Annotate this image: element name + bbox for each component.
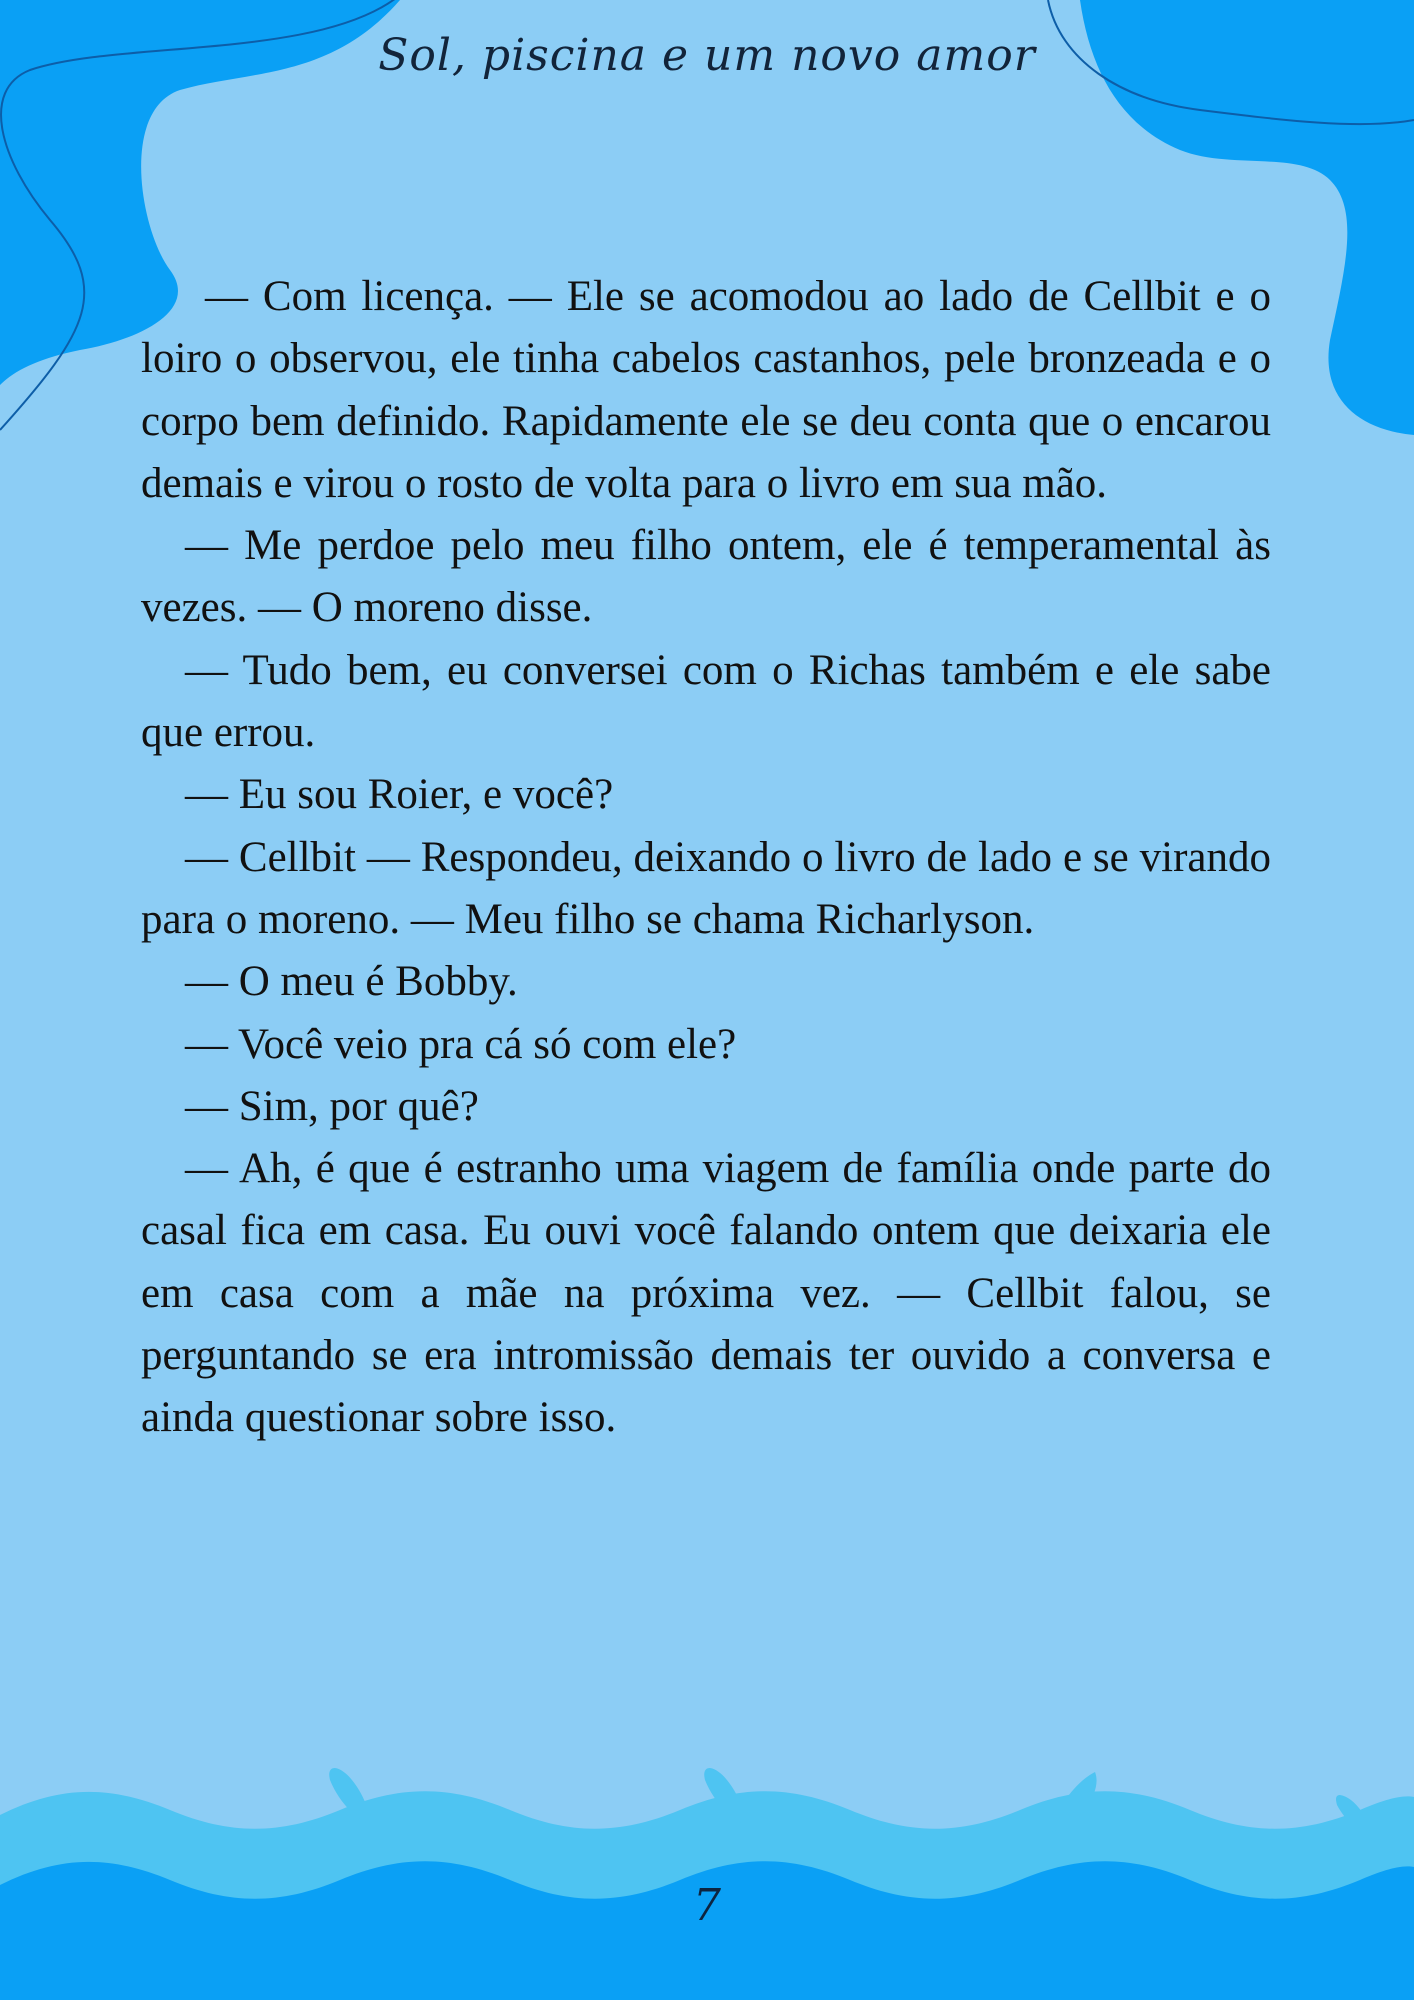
paragraph: — Você veio pra cá só com ele? (185, 1020, 737, 1068)
story-text (141, 266, 1271, 1450)
paragraph: — Com licença. — Ele se acomodou ao lado de Cellbit e o loiro o observou, ele tinha cabelos castanhos, pele bronzeada e o corpo bem definido. Rapidamente ele se deu conta que o encarou demais e virou o rosto de volta para o livro em sua mão. (141, 273, 1271, 507)
paragraph: — Sim, por quê? (185, 1082, 479, 1130)
paragraph: — O meu é Bobby. (185, 958, 518, 1006)
paragraph: — Ah, é que é estranho uma viagem de família onde parte do casal fica em casa. Eu ouvi você falando ontem que deixaria ele em casa com a mãe na próxima vez. — Cellbit falou, se perguntando se era intromissão demais ter ouvido a conversa e ainda questionar sobre isso. (141, 1145, 1271, 1442)
paragraph: — Eu sou Roier, e você? (185, 771, 614, 819)
page-number: 7 (693, 1880, 721, 1931)
paragraph: — Me perdoe pelo meu filho ontem, ele é temperamental às vezes. — O moreno disse. (141, 522, 1271, 632)
paragraph: — Tudo bem, eu conversei com o Richas também e ele sabe que errou. (141, 646, 1271, 757)
paragraph: — Cellbit — Respondeu, deixando o livro de lado e se virando para o moreno. — Meu filho se chama Richarlyson. (141, 833, 1271, 943)
book-title: Sol, piscina e um novo amor (378, 30, 1036, 81)
